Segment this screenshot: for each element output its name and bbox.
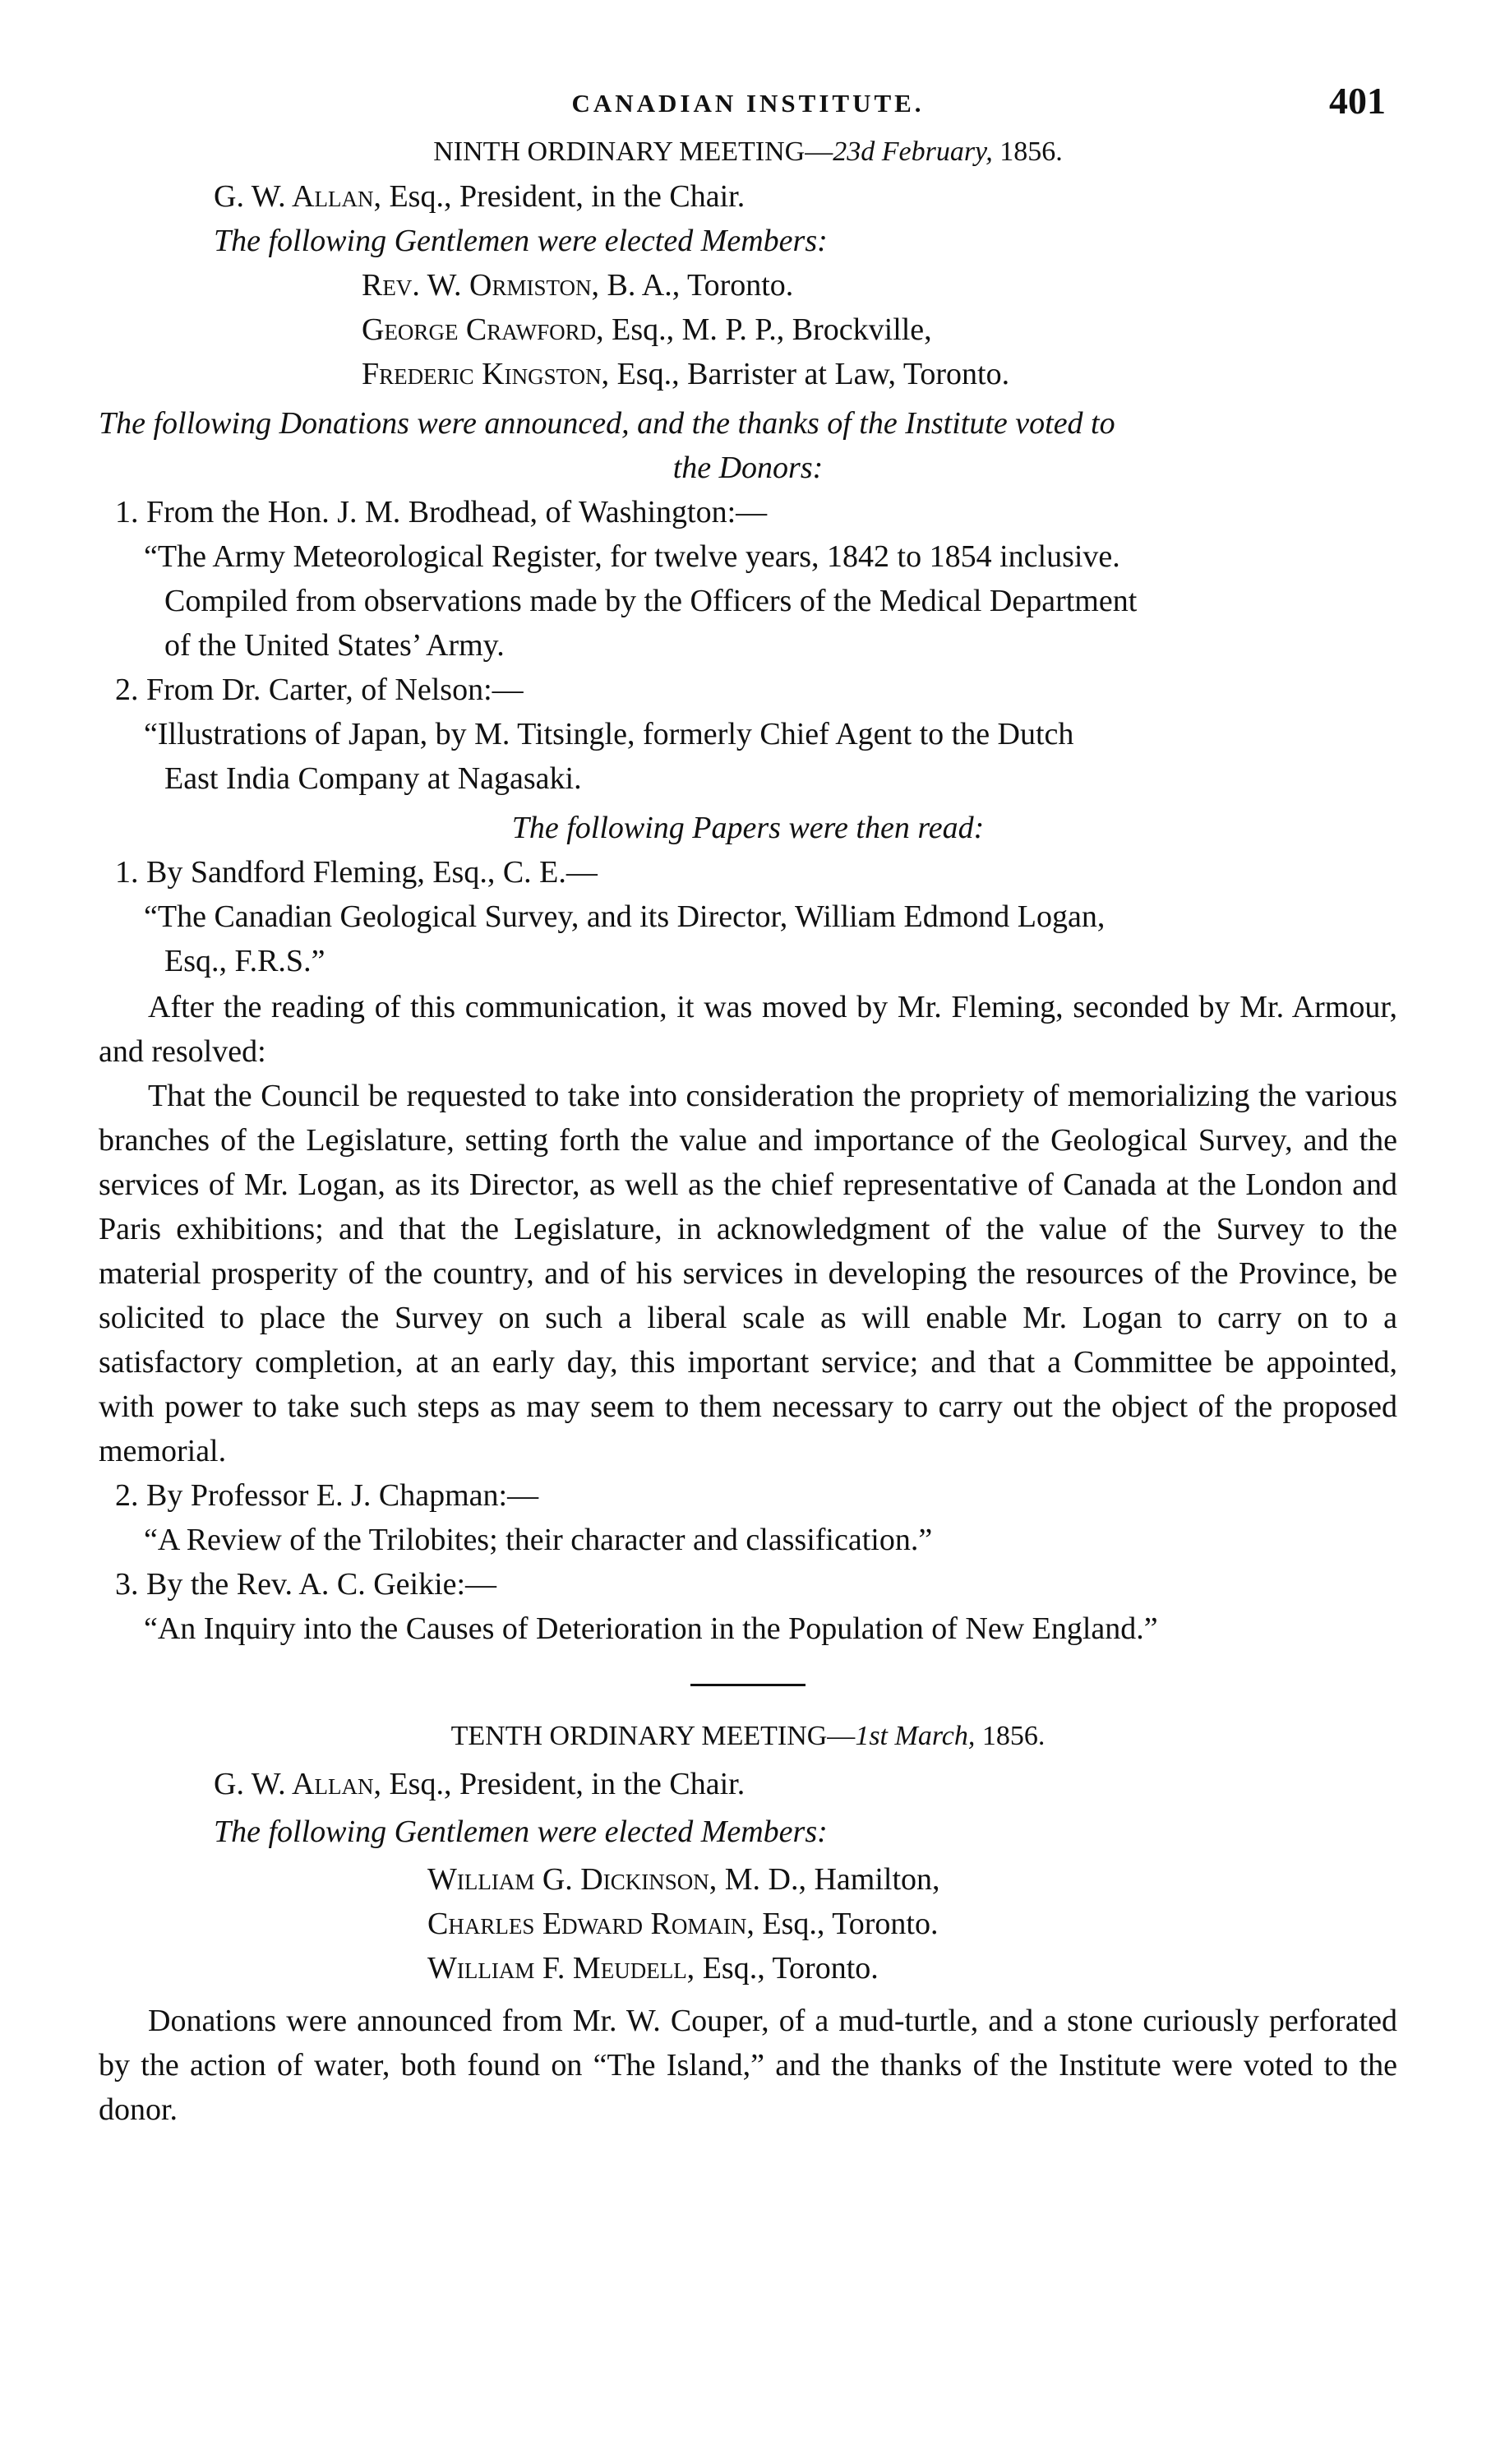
member-item [99,1902,1397,1946]
papers-intro: The following Papers were then read: [511,811,985,845]
donation-from: 2. From Dr. Carter, of Nelson:— [115,673,524,707]
member-details: Esq., Toronto. [754,1907,939,1941]
elected-intro: The following Gentlemen were elected Members: [214,1814,828,1849]
meeting-heading-date: 23d February, [833,136,993,167]
donation-title: “Illustrations of Japan, by M. Titsingle, formerly Chief Agent to the Dutch [144,717,1074,751]
paper-by: 1. By Sandford Fleming, Esq., C. E.— [115,855,598,890]
page [99,79,1397,2132]
member-name: Charles Edward Romain, [427,1907,755,1941]
meeting-heading-date: 1st March, [855,1721,976,1751]
after-reading-paragraph: After the reading of this communication, it was moved by Mr. Fleming, seconded by Mr. Armour, and resolved: [99,990,1397,1069]
member-item [99,352,1397,396]
meeting-heading-prefix: NINTH ORDINARY MEETING— [433,136,833,167]
member-item [99,1857,1397,1902]
member-name: Frederic Kingston, [362,357,610,391]
member-name: William F. Meudell, [427,1951,695,1986]
chair-name: G. W. Allan, [214,1767,381,1801]
chair-line [99,174,1397,219]
resolution-paragraph: That the Council be requested to take into consideration the propriety of memorializing the various branches of the Legislature, setting forth the value and importance of the Geological Survey, and the services of Mr. Logan, as its Director, as well as the chief representative of Canada at the London and Paris exhibitions; and that the Legislature, in acknowledgment of the value of the Survey to the material prosperity of the country, and of his services in developing the resources of the Province, be solicited to place the Survey on such a liberal scale as will enable Mr. Logan to carry on to a satisfactory completion, at an early day, this important service; and that a Committee be appointed, with power to take such steps as may seem to them necessary to carry out the object of the proposed memorial. [99,1079,1397,1468]
paper-by: 3. By the Rev. A. C. Geikie:— [115,1567,497,1602]
section-divider [690,1684,806,1686]
running-head [99,79,1397,128]
donation-from: 1. From the Hon. J. M. Brodhead, of Washington:— [115,495,768,529]
member-details: B. A., Toronto. [599,268,794,303]
meeting-heading [99,1714,1397,1759]
member-details: Esq., M. P. P., Brockville, [603,312,932,347]
member-details: M. D., Hamilton, [717,1862,940,1897]
donation-title-cont: of the United States’ Army. [164,628,505,663]
elected-intro: The following Gentlemen were elected Members: [214,224,828,258]
meeting-heading-prefix: TENTH ORDINARY MEETING— [450,1721,856,1751]
ninth-meeting [99,130,1397,1651]
meeting-heading [99,130,1397,174]
paper-title-cont: Esq., F.R.S.” [164,944,325,978]
member-name: George Crawford, [362,312,604,347]
member-name: Rev. W. Ormiston, [362,268,599,303]
member-item [99,1946,1397,1990]
chair-line [99,1762,1397,1806]
paper-title: “The Canadian Geological Survey, and its Director, William Edmond Logan, [144,899,1106,934]
member-details: Esq., Barrister at Law, Toronto. [609,357,1010,391]
page-number: 401 [1329,80,1386,122]
chair-name: G. W. Allan, [214,179,381,214]
member-item [99,263,1397,307]
donations-intro: The following Donations were announced, and the thanks of the Institute voted to [99,406,1115,441]
member-item [99,307,1397,352]
donation-title-cont: Compiled from observations made by the Officers of the Medical Department [164,584,1138,618]
member-name: William G. Dickinson, [427,1862,718,1897]
member-details: Esq., Toronto. [695,1951,879,1986]
meeting-heading-year: 1856. [975,1721,1046,1751]
running-title: CANADIAN INSTITUTE. [571,89,925,118]
paper-title: “A Review of the Trilobites; their character and classification.” [144,1523,933,1557]
donations-intro-cont: the Donors: [672,451,824,485]
donation-title: “The Army Meteorological Register, for twelve years, 1842 to 1854 inclusive. [144,539,1120,574]
meeting-heading-year: 1856. [992,136,1063,167]
paper-by: 2. By Professor E. J. Chapman:— [115,1478,539,1513]
donations-paragraph: Donations were announced from Mr. W. Couper, of a mud-turtle, and a stone curiously perforated by the action of water, both found on “The Island,” and the thanks of the Institute were voted to the donor. [99,2004,1397,2127]
paper-title: “An Inquiry into the Causes of Deterioration in the Population of New England.” [144,1611,1158,1646]
chair-rest: Esq., President, in the Chair. [381,1767,746,1801]
donation-title-cont: East India Company at Nagasaki. [164,761,582,796]
chair-rest: Esq., President, in the Chair. [381,179,746,214]
tenth-meeting [99,1714,1397,2132]
